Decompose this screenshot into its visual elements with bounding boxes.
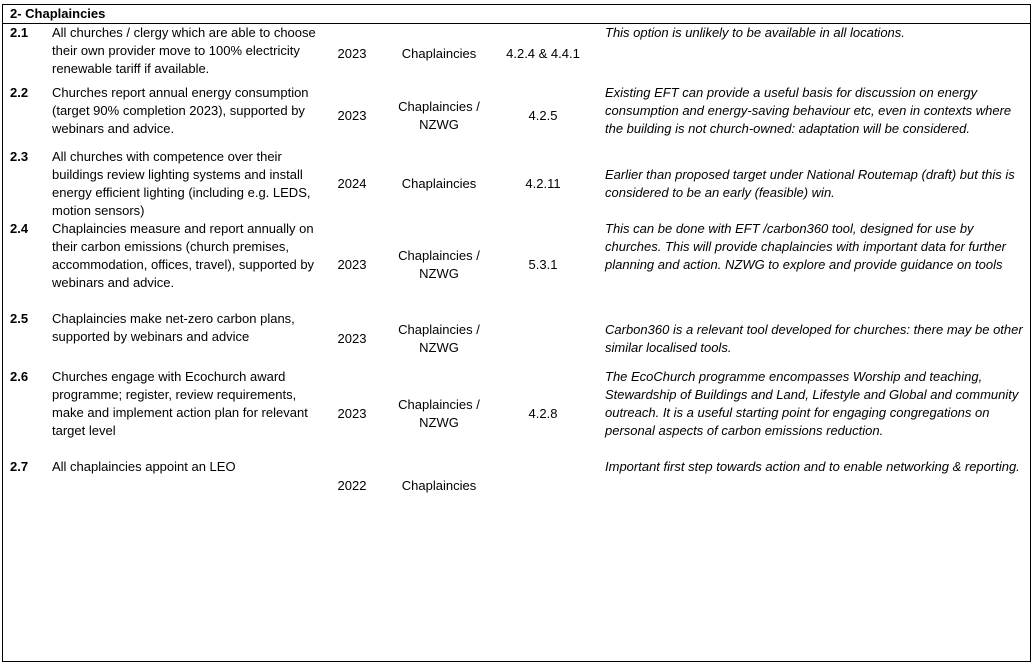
row-responsible: Chaplaincies / NZWG — [398, 322, 480, 355]
row-number: 2.7 — [10, 459, 29, 474]
row-year: 2023 — [337, 406, 367, 421]
row-number: 2.6 — [10, 369, 29, 384]
row-number: 2.2 — [10, 85, 29, 100]
row-comment: Carbon360 is a relevant tool developed for churches: there may be other similar localised tools. — [605, 322, 1023, 355]
row-action: Churches report annual energy consumption (target 90% completion 2023), supported by webinars and advice. — [52, 85, 309, 136]
row-action: All churches with competence over their buildings review lighting systems and install energy efficient lighting (including e.g. LEDS, motion sensors) — [52, 149, 311, 218]
row-responsible: Chaplaincies — [401, 176, 477, 191]
row-number: 2.3 — [10, 149, 29, 164]
row-year: 2022 — [337, 478, 367, 493]
row-year: 2023 — [337, 257, 367, 272]
row-responsible: Chaplaincies — [401, 46, 477, 61]
row-action: Chaplaincies measure and report annually on their carbon emissions (church premises, accommodation, offices, travel), supported by webinars and advice. — [52, 221, 315, 290]
chaplaincies-table — [2, 4, 1031, 662]
row-number: 2.5 — [10, 311, 29, 326]
row-number: 2.1 — [10, 25, 29, 40]
row-reference: 5.3.1 — [528, 257, 558, 272]
row-number: 2.4 — [10, 221, 29, 236]
row-responsible: Chaplaincies / NZWG — [398, 99, 480, 132]
row-comment: The EcoChurch programme encompasses Worship and teaching, Stewardship of Buildings and Land, Lifestyle and Global and community outreach. It is a useful starting point for engaging congregations on personal aspects of carbon emissions reduction. — [605, 369, 1019, 438]
row-reference: 4.2.4 & 4.4.1 — [506, 46, 580, 61]
row-action: Churches engage with Ecochurch award programme; register, review requirements, make and implement action plan for relevant target level — [52, 369, 308, 438]
row-reference: 4.2.5 — [528, 108, 558, 123]
row-reference: 4.2.8 — [528, 406, 558, 421]
row-comment: This can be done with EFT /carbon360 tool, designed for use by churches. This will provide chaplaincies with important data for further planning and action. NZWG to explore and provide guidance on tools — [605, 221, 1007, 272]
row-responsible: Chaplaincies / NZWG — [398, 248, 480, 281]
row-responsible: Chaplaincies / NZWG — [398, 397, 480, 430]
row-year: 2023 — [337, 331, 367, 346]
row-reference: 4.2.11 — [525, 176, 561, 191]
row-year: 2023 — [337, 46, 367, 61]
row-action: All churches / clergy which are able to choose their own provider move to 100% electricity renewable tariff if available. — [52, 25, 316, 76]
row-comment: Important first step towards action and to enable networking & reporting. — [605, 459, 1020, 474]
row-comment: Earlier than proposed target under National Routemap (draft) but this is considered to be an early (feasible) win. — [605, 167, 1015, 200]
row-responsible: Chaplaincies — [401, 478, 477, 493]
section-header: 2- Chaplaincies — [3, 5, 1030, 24]
row-year: 2023 — [337, 108, 367, 123]
row-comment: Existing EFT can provide a useful basis for discussion on energy consumption and energy-saving behaviour etc, even in contexts where the building is not church-owned: adaptation will be considered. — [605, 85, 1012, 136]
row-action: Chaplaincies make net-zero carbon plans, supported by webinars and advice — [52, 311, 295, 344]
row-comment: This option is unlikely to be available in all locations. — [605, 25, 905, 40]
row-action: All chaplaincies appoint an LEO — [52, 459, 236, 474]
row-year: 2024 — [337, 176, 367, 191]
